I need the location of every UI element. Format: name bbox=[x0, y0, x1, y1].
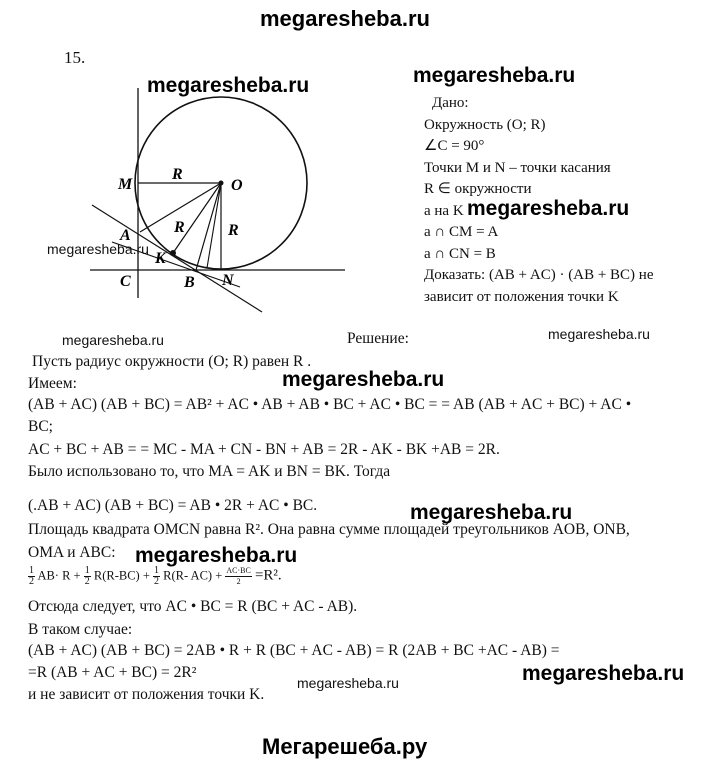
point-k bbox=[170, 250, 176, 256]
equation-term: R(R-BC) + bbox=[93, 568, 150, 583]
label-m: M bbox=[118, 176, 133, 193]
watermark: megaresheba.ru bbox=[135, 544, 298, 567]
given-line: a на K bbox=[424, 202, 464, 219]
problem-number: 15. bbox=[64, 48, 86, 67]
label-n: N bbox=[222, 272, 234, 289]
solution-line: =R (AB + AC + BC) = 2R² bbox=[28, 664, 197, 681]
equation-term: AB· R + bbox=[37, 568, 81, 583]
solution-line: AC + BC + AB = = MC - MA + CN - BN + AB = 2R - AK - BK +AB = 2R. bbox=[28, 441, 500, 458]
given-line: a ∩ CM = A bbox=[424, 224, 499, 240]
solution-line: BC; bbox=[28, 418, 53, 435]
solution-heading: Решение: bbox=[347, 330, 409, 347]
given-line: a ∩ CN = B bbox=[424, 245, 496, 262]
given-line: Точки M и N – точки касания bbox=[424, 159, 611, 176]
solution-line: (.AB + AC) (AB + BC) = AB • 2R + AC • BC. bbox=[28, 497, 318, 514]
label-a: A bbox=[120, 227, 131, 244]
watermark: megaresheba.ru bbox=[467, 197, 630, 220]
radius-ok bbox=[173, 183, 221, 253]
solution-line: OMA и ABC: bbox=[28, 544, 116, 561]
fraction-half: $\frac{1}{2}$ bbox=[84, 565, 90, 587]
fraction-equation bbox=[28, 566, 282, 587]
label-o: O bbox=[231, 177, 243, 194]
given-block bbox=[424, 93, 653, 308]
solution-line: Было использовано то, что MA = AK и BN = BK. Тогда bbox=[28, 463, 391, 480]
watermark: megaresheba.ru bbox=[413, 64, 576, 87]
label-r-right: R bbox=[228, 222, 239, 239]
solution-line: Площадь квадрата OMCN равна R². Она равна сумме площадей треугольников AOB, ONB, bbox=[28, 521, 630, 538]
fraction-acbc: $\frac{AC\cdot BC}{2}$ bbox=[226, 566, 251, 586]
solution-line: Имеем: bbox=[28, 375, 77, 392]
watermark: megaresheba.ru bbox=[282, 368, 445, 391]
small-watermark: megaresheba.ru bbox=[548, 326, 650, 342]
small-watermark: megaresheba.ru bbox=[47, 241, 149, 257]
watermark: megaresheba.ru bbox=[147, 74, 310, 97]
watermark: megaresheba.ru bbox=[410, 501, 573, 524]
label-r-top: R bbox=[172, 166, 183, 183]
point-o bbox=[219, 181, 224, 186]
given-line: R ∈ окружности bbox=[424, 181, 532, 197]
equation-term: =R². bbox=[254, 567, 282, 584]
given-line: зависит от положения точки K bbox=[424, 288, 619, 305]
solution-line: (AB + AC) (AB + BC) = 2AB • R + R (BC + AC - AB) = R (2AB + BC +AC - AB) = bbox=[28, 642, 560, 659]
solution-line: В таком случае: bbox=[28, 621, 133, 638]
watermark: megaresheba.ru bbox=[522, 662, 685, 685]
solution-line: (AB + AC) (AB + BC) = AB² + AC • AB + AB • BC + AC • BC = = AB (AB + AC + BC) + AC • bbox=[28, 396, 632, 413]
label-r-middle: R bbox=[174, 219, 185, 236]
footer-watermark: Мегарешеба.ру bbox=[262, 734, 428, 759]
fraction-half: $\frac{1}{2}$ bbox=[154, 565, 159, 587]
label-b: B bbox=[184, 274, 195, 291]
small-watermark: megaresheba.ru bbox=[62, 332, 164, 348]
given-line: Окружность (O; R) bbox=[424, 116, 546, 133]
equation-term: R(R- AC) + bbox=[163, 568, 223, 583]
small-watermark: megaresheba.ru bbox=[297, 675, 399, 691]
solution-line: Пусть радиус окружности (O; R) равен R . bbox=[32, 353, 312, 370]
solution-line: Отсюда следует, что AC • BC = R (BC + AC - AB). bbox=[28, 598, 358, 615]
header-watermark: megaresheba.ru bbox=[260, 6, 430, 31]
given-line: ∠C = 90° bbox=[424, 138, 485, 154]
label-c: C bbox=[120, 273, 131, 290]
fraction-half: $\frac{1}{2}$ bbox=[29, 565, 34, 587]
solution-line: и не зависит от положения точки K. bbox=[28, 686, 265, 703]
label-k: K bbox=[155, 250, 166, 267]
given-title: Дано: bbox=[432, 95, 469, 111]
given-line: Доказать: (AB + AC) · (AB + BC) не bbox=[424, 267, 654, 283]
